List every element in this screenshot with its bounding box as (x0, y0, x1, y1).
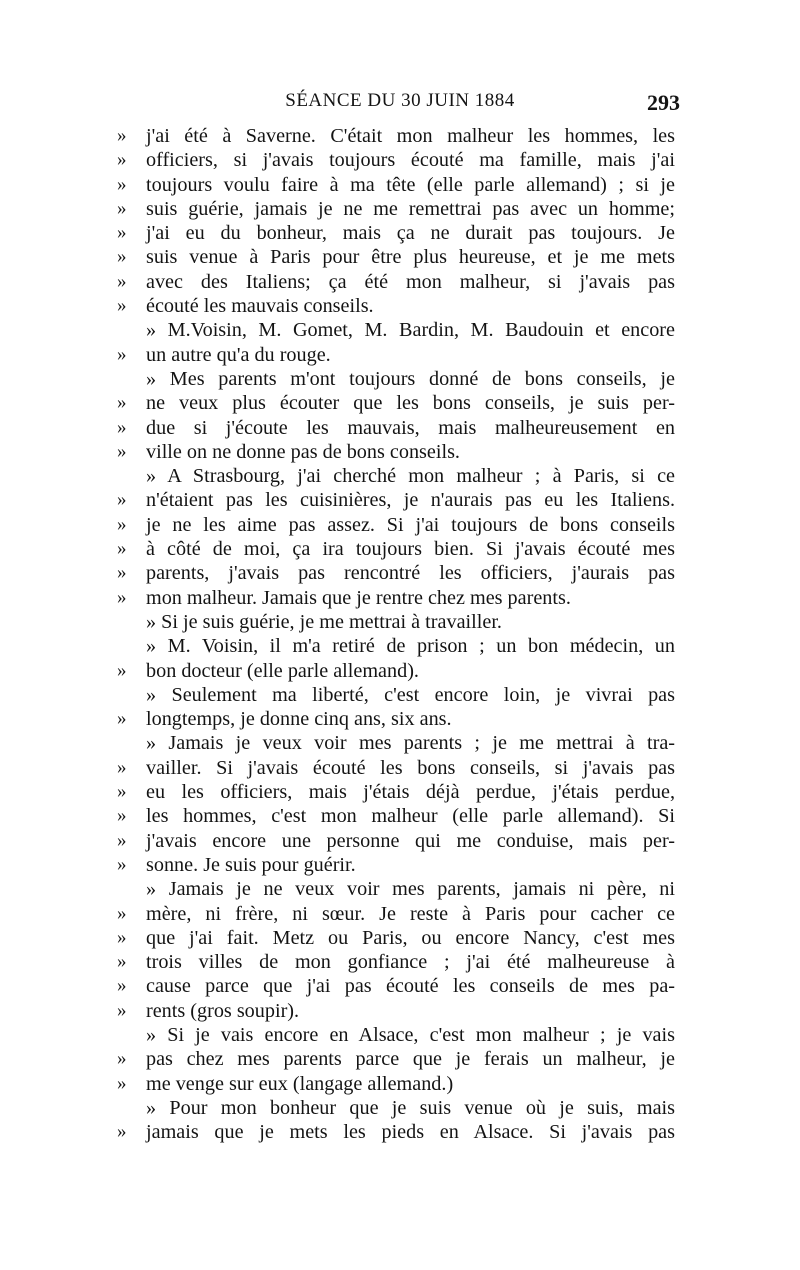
line-marker: » (117, 173, 127, 195)
text-line (117, 1096, 675, 1120)
line-marker: » (117, 756, 127, 778)
line-marker: » (117, 1121, 127, 1143)
line-marker: » (117, 829, 127, 851)
line-marker: » (117, 295, 127, 317)
line-text: officiers, si j'avais toujours écouté ma famille, mais j'ai (146, 149, 675, 172)
text-line (117, 999, 675, 1023)
line-marker: » (117, 562, 127, 584)
line-text: n'étaient pas les cuisinières, je n'aurais pas eu les Italiens. (146, 489, 675, 512)
text-line (117, 513, 675, 537)
line-marker: » (117, 222, 127, 244)
line-marker: » (117, 659, 127, 681)
text-line (117, 148, 675, 172)
line-text: j'ai eu du bonheur, mais ça ne durait pas toujours. Je (146, 222, 675, 245)
text-line (117, 853, 675, 877)
line-text: » Jamais je veux voir mes parents ; je me mettrai à tra- (146, 732, 675, 755)
line-text: toujours voulu faire à ma tête (elle parle allemand) ; si je (146, 173, 675, 196)
line-marker: » (117, 125, 127, 146)
text-line (117, 683, 675, 707)
line-text: me venge sur eux (langage allemand.) (146, 1072, 454, 1095)
line-text: trois villes de mon gonfiance ; j'ai été malheureuse à (146, 951, 675, 974)
line-text: jamais que je mets les pieds en Alsace. Si j'avais pas (146, 1121, 675, 1144)
text-line (117, 391, 675, 415)
text-line (117, 1047, 675, 1071)
line-text: vailler. Si j'avais écouté les bons conseils, si j'avais pas (146, 756, 675, 779)
text-line (117, 780, 675, 804)
line-text: que j'ai fait. Metz ou Paris, ou encore Nancy, c'est mes (146, 926, 675, 949)
text-line (117, 173, 675, 197)
line-text: sonne. Je suis pour guérir. (146, 853, 356, 876)
line-marker: » (117, 999, 127, 1021)
line-marker: » (117, 392, 127, 414)
line-marker: » (117, 270, 127, 292)
line-text: » M. Voisin, il m'a retiré de prison ; un bon médecin, un (146, 635, 675, 658)
line-text: mère, ni frère, ni sœur. Je reste à Paris pour cacher ce (146, 902, 675, 925)
text-line (117, 877, 675, 901)
text-line (117, 756, 675, 780)
page-number: 293 (647, 90, 680, 115)
line-marker: » (117, 805, 127, 827)
line-text: à côté de moi, ça ira toujours bien. Si j'avais écouté mes (146, 538, 675, 561)
text-line (117, 367, 675, 391)
line-marker: » (117, 440, 127, 462)
text-line (117, 343, 675, 367)
line-marker: » (117, 197, 127, 219)
line-text: » Si je suis guérie, je me mettrai à travailler. (146, 610, 502, 633)
line-text: je ne les aime pas assez. Si j'ai toujours de bons conseils (146, 513, 675, 536)
line-text: parents, j'avais pas rencontré les officiers, j'aurais pas (146, 562, 675, 585)
text-line (117, 270, 675, 294)
line-text: ville on ne donne pas de bons conseils. (146, 440, 460, 463)
text-line (117, 1023, 675, 1047)
text-line (117, 537, 675, 561)
text-line (117, 950, 675, 974)
text-line (117, 416, 675, 440)
line-text: les hommes, c'est mon malheur (elle parle allemand). Si (146, 805, 675, 828)
text-line (117, 488, 675, 512)
line-text: j'avais encore une personne qui me conduise, mais per- (146, 829, 675, 852)
text-line (117, 221, 675, 245)
line-text: » A Strasbourg, j'ai cherché mon malheur ; à Paris, si ce (146, 465, 675, 488)
text-line (117, 804, 675, 828)
line-text: rents (gros soupir). (146, 999, 300, 1022)
text-line (117, 1072, 675, 1096)
line-marker: » (117, 1072, 127, 1094)
line-text: suis venue à Paris pour être plus heureuse, et je me mets (146, 246, 675, 269)
text-line (117, 902, 675, 926)
text-line (117, 245, 675, 269)
running-title: SÉANCE DU 30 JUIN 1884 (285, 90, 515, 111)
line-text: » Pour mon bonheur que je suis venue où je suis, mais (146, 1096, 675, 1119)
line-marker: » (117, 1048, 127, 1070)
line-marker: » (117, 951, 127, 973)
line-marker: » (117, 246, 127, 268)
body-text (117, 124, 675, 1144)
line-marker: » (117, 416, 127, 438)
text-line (117, 318, 675, 342)
text-line (117, 731, 675, 755)
text-line (117, 440, 675, 464)
text-line (117, 586, 675, 610)
text-line (117, 294, 675, 318)
line-text: un autre qu'a du rouge. (146, 343, 331, 366)
line-marker: » (117, 853, 127, 875)
line-text: » M.Voisin, M. Gomet, M. Bardin, M. Baudouin et encore (146, 319, 675, 342)
text-line (117, 1120, 675, 1144)
line-marker: » (117, 975, 127, 997)
line-text: j'ai été à Saverne. C'était mon malheur les hommes, les (146, 125, 675, 147)
line-text: » Si je vais encore en Alsace, c'est mon malheur ; je vais (146, 1023, 675, 1046)
line-marker: » (117, 926, 127, 948)
text-line (117, 659, 675, 683)
line-text: due si j'écoute les mauvais, mais malheureusement en (146, 416, 675, 439)
line-text: mon malheur. Jamais que je rentre chez mes parents. (146, 586, 571, 609)
line-text: pas chez mes parents parce que je ferais un malheur, je (146, 1048, 675, 1071)
line-marker: » (117, 586, 127, 608)
line-text: » Jamais je ne veux voir mes parents, jamais ni père, ni (146, 878, 675, 901)
line-text: bon docteur (elle parle allemand). (146, 659, 419, 682)
line-marker: » (117, 902, 127, 924)
text-line (117, 197, 675, 221)
page-header (120, 90, 680, 122)
line-marker: » (117, 513, 127, 535)
text-line (117, 124, 675, 148)
line-text: ne veux plus écouter que les bons conseils, je suis per- (146, 392, 675, 415)
line-marker: » (117, 708, 127, 730)
text-line (117, 974, 675, 998)
line-marker: » (117, 149, 127, 171)
line-marker: » (117, 781, 127, 803)
text-line (117, 561, 675, 585)
line-marker: » (117, 538, 127, 560)
line-text: avec des Italiens; ça été mon malheur, si j'avais pas (146, 270, 675, 293)
text-line (117, 926, 675, 950)
line-text: écouté les mauvais conseils. (146, 295, 374, 318)
text-line (117, 464, 675, 488)
line-text: » Seulement ma liberté, c'est encore loin, je vivrai pas (146, 683, 675, 706)
text-line (117, 610, 675, 634)
line-text: suis guérie, jamais je ne me remettrai pas avec un homme; (146, 197, 675, 220)
line-text: eu les officiers, mais j'étais déjà perdue, j'étais perdue, (146, 781, 675, 804)
text-line (117, 829, 675, 853)
text-line (117, 634, 675, 658)
line-text: » Mes parents m'ont toujours donné de bons conseils, je (146, 367, 675, 390)
line-marker: » (117, 343, 127, 365)
line-text: longtemps, je donne cinq ans, six ans. (146, 708, 452, 731)
text-line (117, 707, 675, 731)
line-text: cause parce que j'ai pas écouté les conseils de mes pa- (146, 975, 675, 998)
line-marker: » (117, 489, 127, 511)
